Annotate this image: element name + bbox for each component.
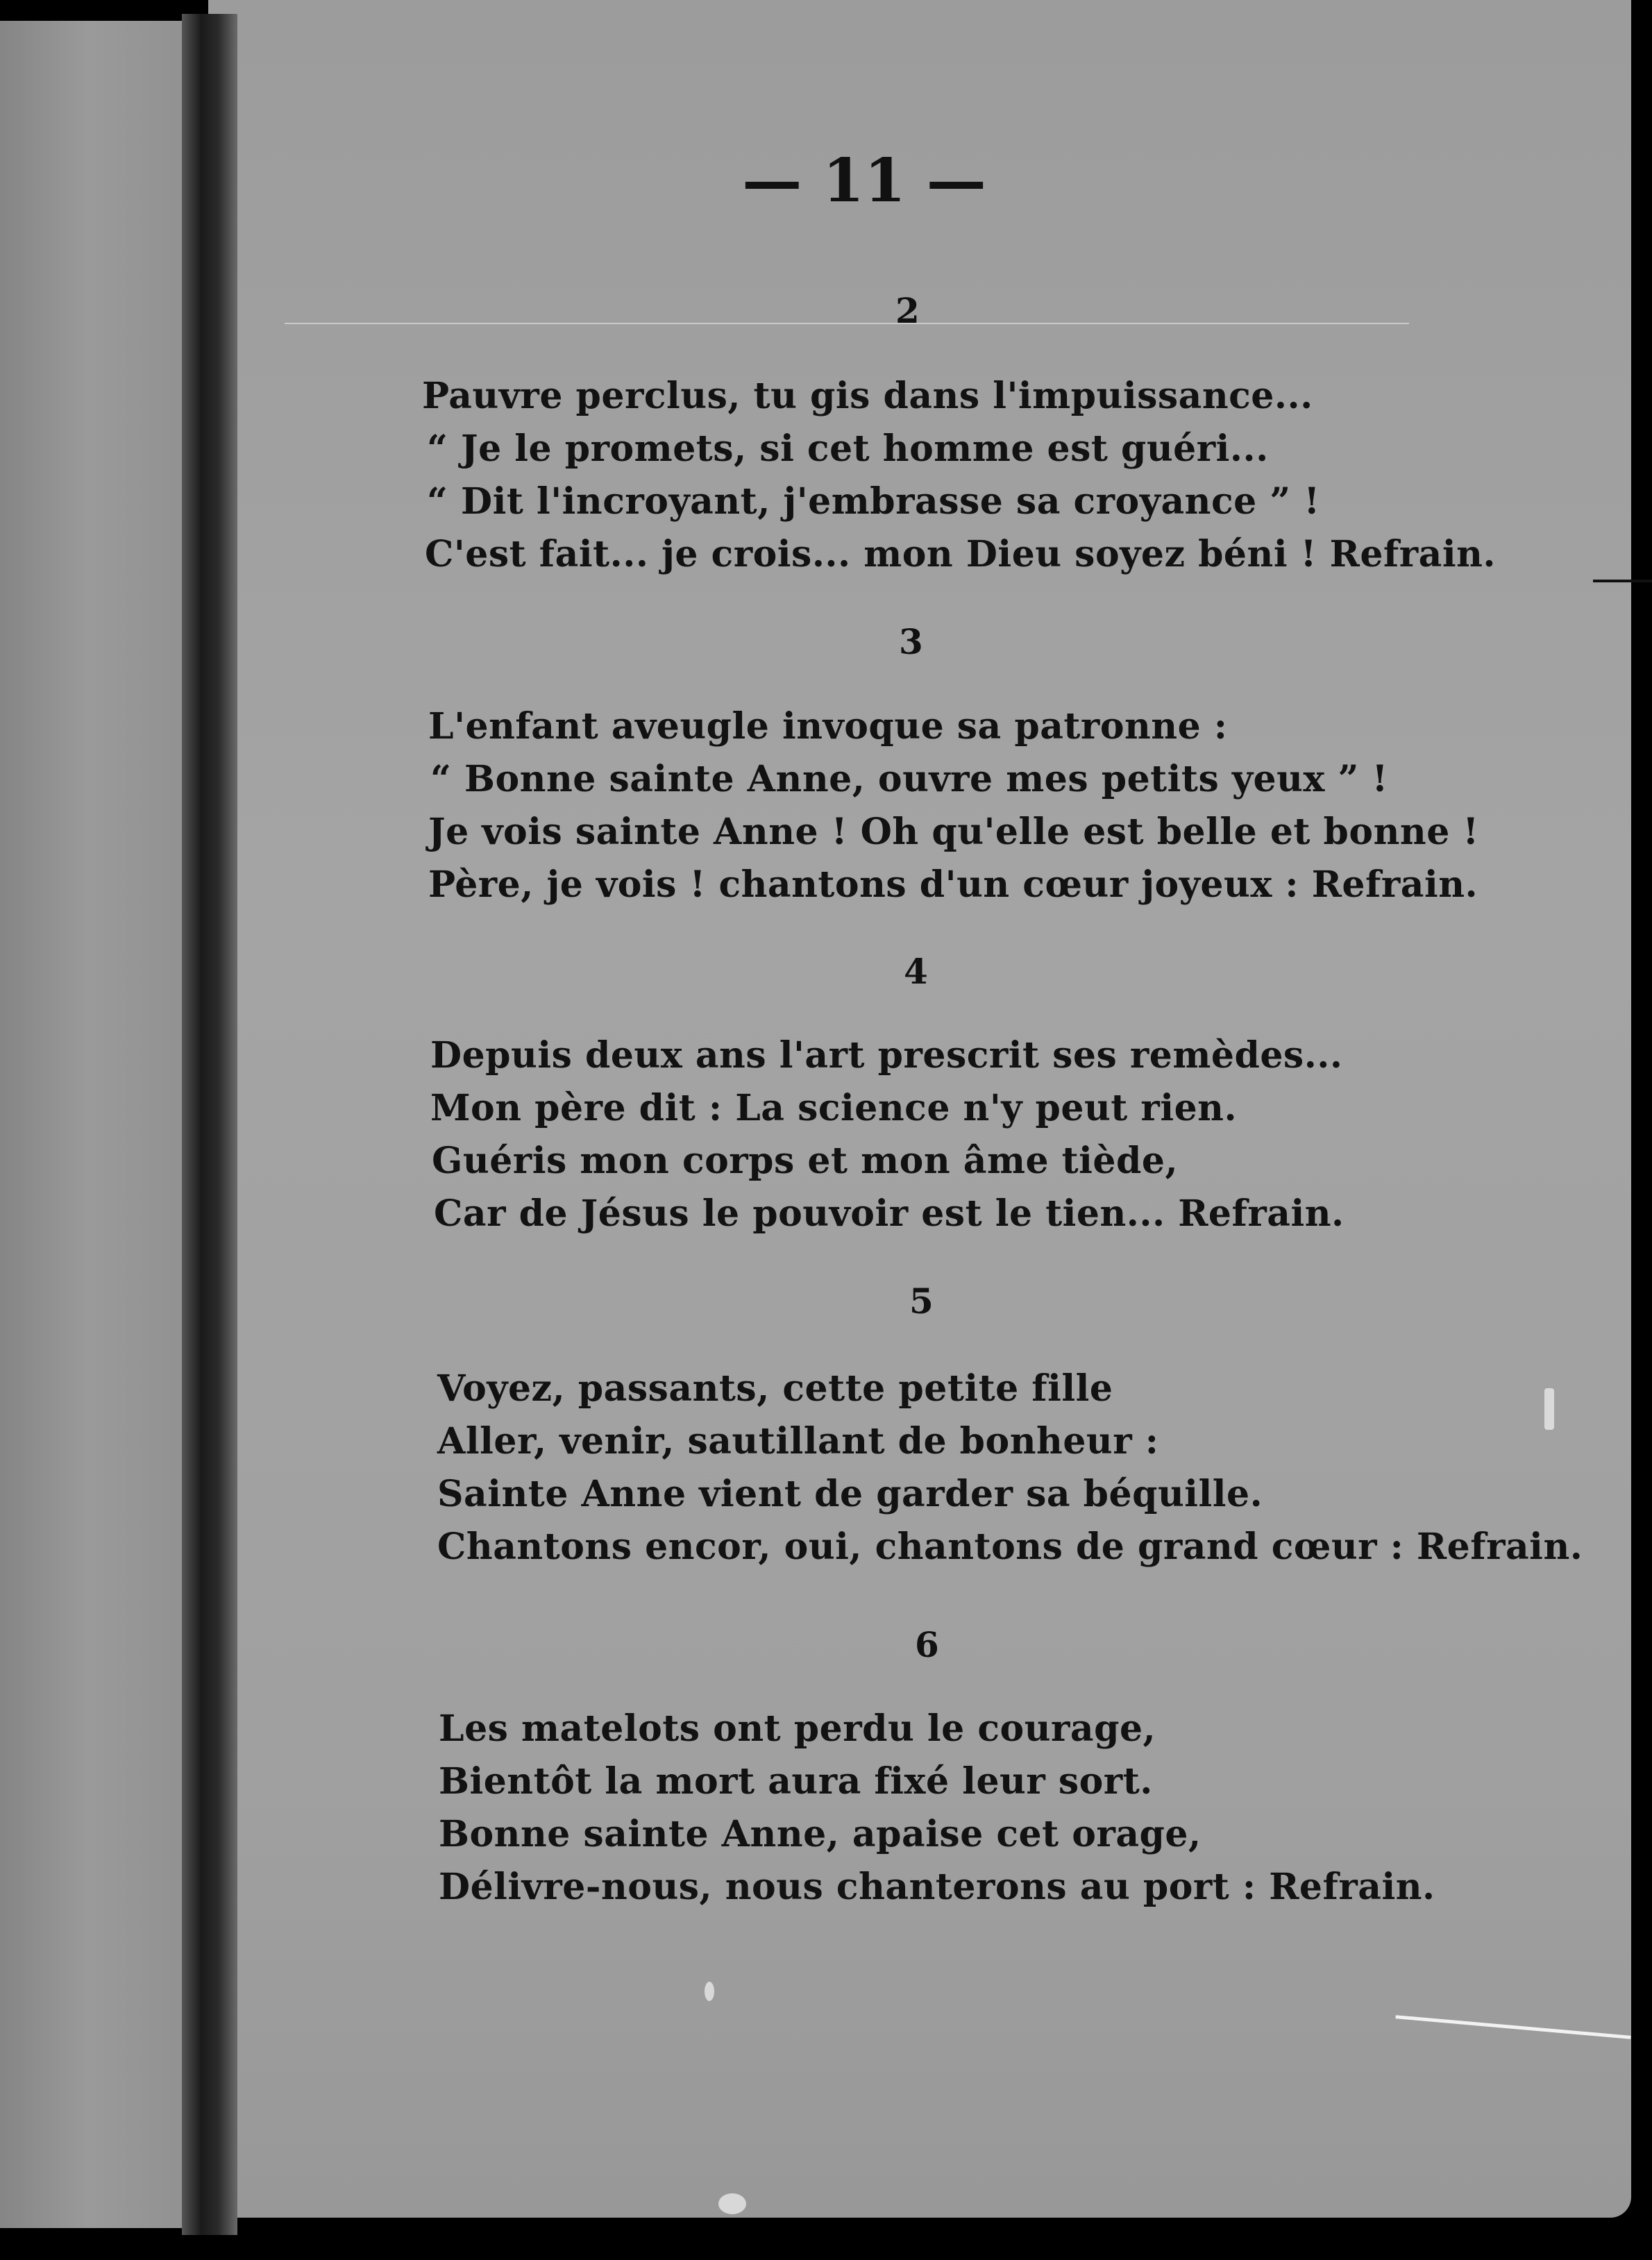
- scan-speck: [705, 1982, 714, 2001]
- verse-line: C'est fait... je crois... mon Dieu soyez béni ! Refrain.: [425, 533, 1497, 575]
- verse-line: Bientôt la mort aura fixé leur sort.: [439, 1760, 1153, 1803]
- header-rule: [285, 323, 1409, 324]
- verse-line: Je vois sainte Anne ! Oh qu'elle est belle et bonne !: [428, 811, 1479, 853]
- verse-line: Pauvre perclus, tu gis dans l'impuissance...: [422, 375, 1313, 417]
- verse-line: Depuis deux ans l'art prescrit ses remèdes...: [430, 1034, 1343, 1077]
- verse-line: Aller, venir, sautillant de bonheur :: [437, 1420, 1159, 1462]
- verse-line: L'enfant aveugle invoque sa patronne :: [428, 705, 1228, 748]
- stanza-number: 4: [904, 951, 928, 992]
- verse-line: Mon père dit : La science n'y peut rien.: [430, 1087, 1238, 1129]
- verse-line: Guéris mon corps et mon âme tiède,: [432, 1140, 1179, 1182]
- stanza-number: 6: [915, 1624, 939, 1665]
- verse-line: Bonne sainte Anne, apaise cet orage,: [439, 1813, 1202, 1855]
- page-number: — 11 —: [742, 146, 986, 216]
- verse-line: Les matelots ont perdu le courage,: [439, 1707, 1156, 1750]
- stanza-number: 2: [895, 290, 920, 331]
- scan-speck: [718, 2193, 746, 2214]
- verse-line: Délivre-nous, nous chanterons au port : Refrain.: [439, 1866, 1435, 1908]
- verse-line: Voyez, passants, cette petite fille: [437, 1367, 1113, 1410]
- book-gutter: [182, 14, 237, 2235]
- scan-speck: [1544, 1388, 1554, 1430]
- verse-line: “ Je le promets, si cet homme est guéri...: [427, 428, 1269, 470]
- stanza-number: 3: [899, 621, 923, 662]
- verse-line: Chantons encor, oui, chantons de grand cœur : Refrain.: [437, 1526, 1583, 1568]
- verse-line: “ Bonne sainte Anne, ouvre mes petits yeux ” !: [430, 758, 1388, 800]
- page-edge-mark: [1593, 580, 1652, 582]
- verse-line: Père, je vois ! chantons d'un cœur joyeux : Refrain.: [428, 863, 1478, 906]
- verse-line: “ Dit l'incroyant, j'embrasse sa croyance ” !: [427, 480, 1320, 523]
- verse-line: Sainte Anne vient de garder sa béquille.: [437, 1473, 1263, 1515]
- stanza-number: 5: [909, 1281, 934, 1322]
- verse-line: Car de Jésus le pouvoir est le tien... Refrain.: [434, 1192, 1345, 1235]
